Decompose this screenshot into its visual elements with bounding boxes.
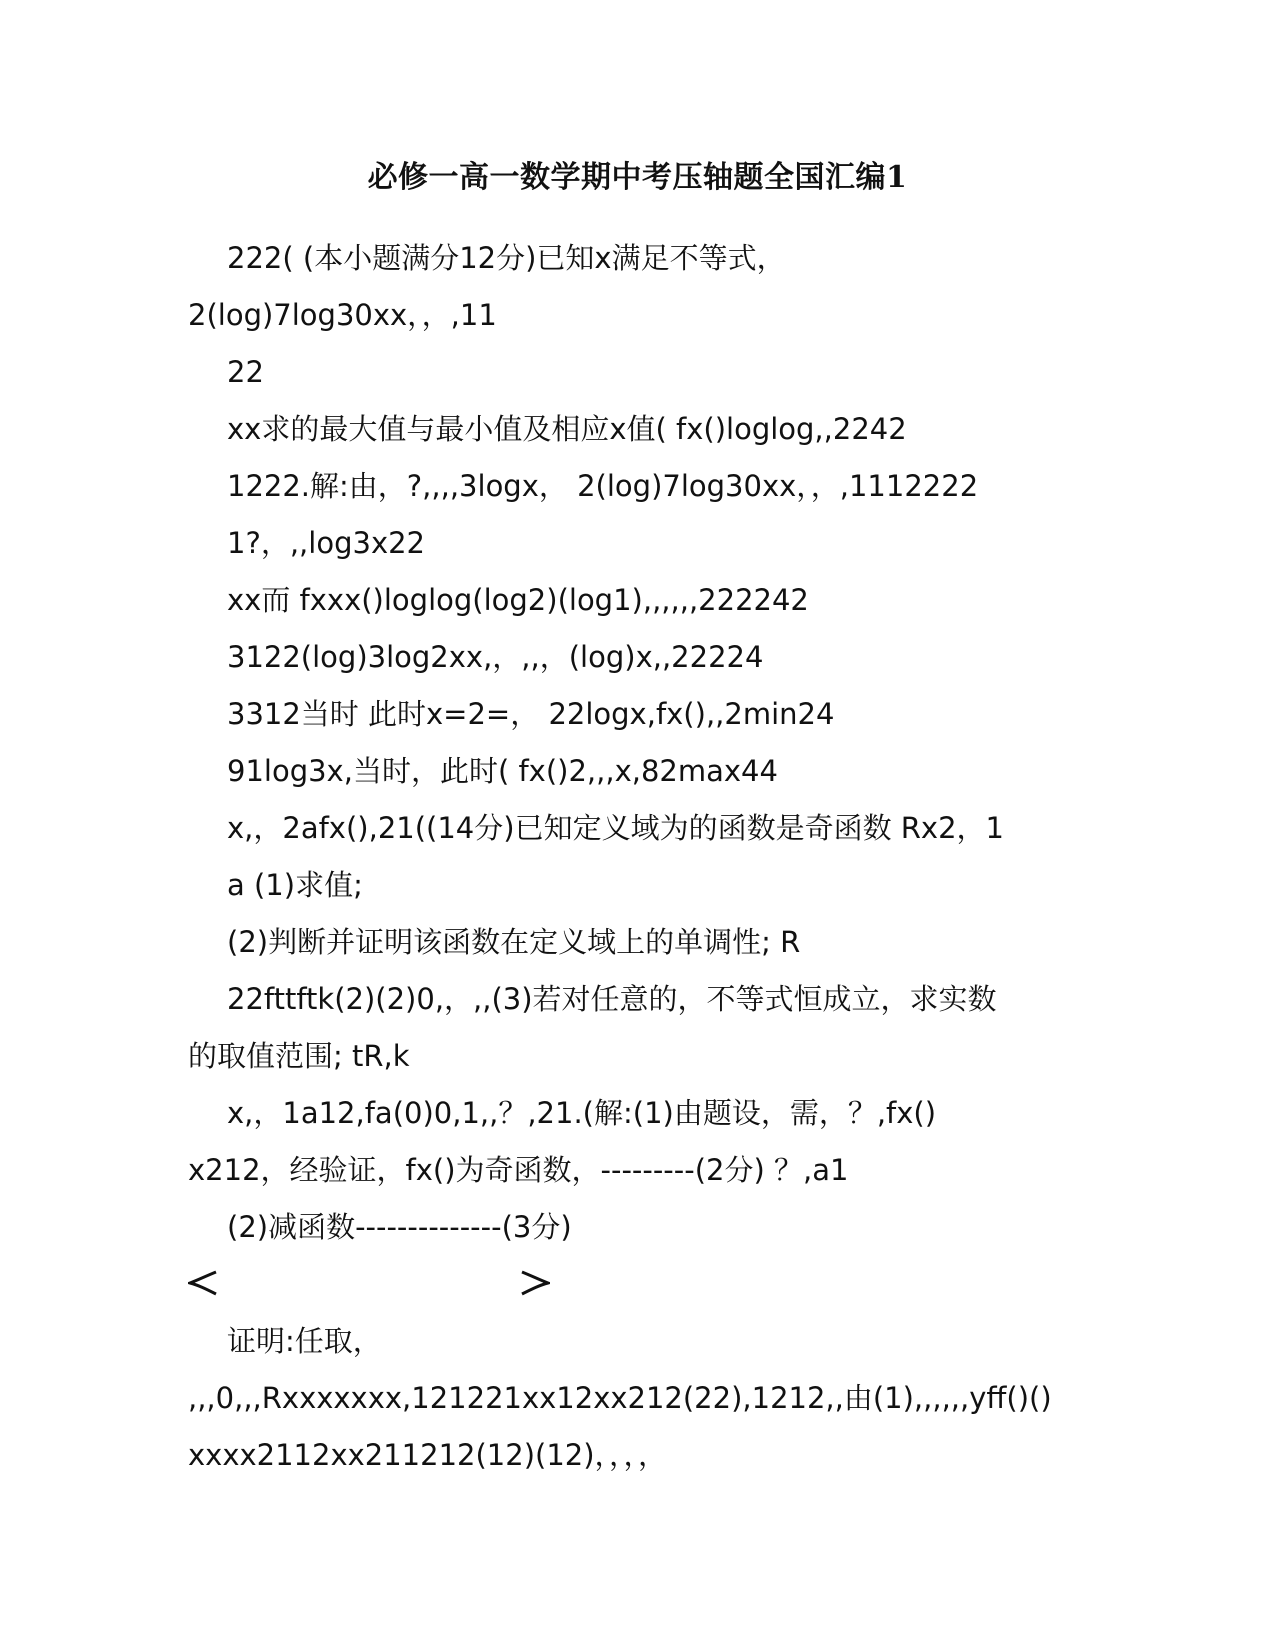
text-line: 证明:任取， bbox=[227, 1324, 382, 1358]
text-line: x212，经验证，fx()为奇函数，---------(2分) ？,a1 bbox=[188, 1153, 849, 1187]
text-line: 2(log)7log30xx，，,11 bbox=[188, 298, 497, 332]
text-line: 1222.解:由，?,,,,3logx， 2(log)7log30xx，，,1112222 bbox=[227, 469, 979, 503]
document-body bbox=[188, 230, 1088, 1484]
scan-mark-right-icon bbox=[518, 1268, 550, 1298]
scan-marks-row bbox=[188, 1256, 1088, 1313]
text-line: 22 bbox=[227, 355, 264, 389]
text-line: xx求的最大值与最小值及相应x值( fx()loglog,,2242 bbox=[227, 412, 907, 446]
text-line: 3312当时 此时x=2=， 22logx,fx(),,2min24 bbox=[227, 697, 835, 731]
text-line: 91log3x,当时，此时( fx()2,,,x,82max44 bbox=[227, 754, 778, 788]
text-line: (2)减函数--------------(3分) bbox=[227, 1210, 572, 1244]
text-line: xx而 fxxx()loglog(log2)(log1),,,,,,222242 bbox=[227, 583, 809, 617]
text-line: 1?，,,log3x22 bbox=[227, 526, 426, 560]
text-line: xxxx2112xx211212(12)(12)，，，， bbox=[188, 1438, 668, 1472]
text-line: ,,,0,,,Rxxxxxxx,121221xx12xx212(22),1212,,由(1),,,,,,yff()() bbox=[188, 1381, 1052, 1415]
scan-mark-left-icon bbox=[188, 1268, 220, 1298]
text-line: 22fttftk(2)(2)0,，,,(3)若对任意的，不等式恒成立，求实数 bbox=[227, 982, 997, 1016]
text-line: 222( (本小题满分12分)已知x满足不等式， bbox=[227, 241, 786, 275]
text-line: x,，2afx(),21((14分)已知定义域为的函数是奇函数 Rx2，1 bbox=[227, 811, 1004, 845]
text-line: 3122(log)3log2xx,，,,，(log)x,,22224 bbox=[227, 640, 764, 674]
text-line: (2)判断并证明该函数在定义域上的单调性; R bbox=[227, 925, 801, 959]
text-line: 的取值范围; tR,k bbox=[188, 1039, 410, 1073]
text-line: a (1)求值; bbox=[227, 868, 363, 902]
document-title: 必修一高一数学期中考压轴题全国汇编1 bbox=[367, 160, 908, 195]
text-line: x,，1a12,fa(0)0,1,,？,21.(解:(1)由题设，需，？,fx() bbox=[227, 1096, 937, 1130]
